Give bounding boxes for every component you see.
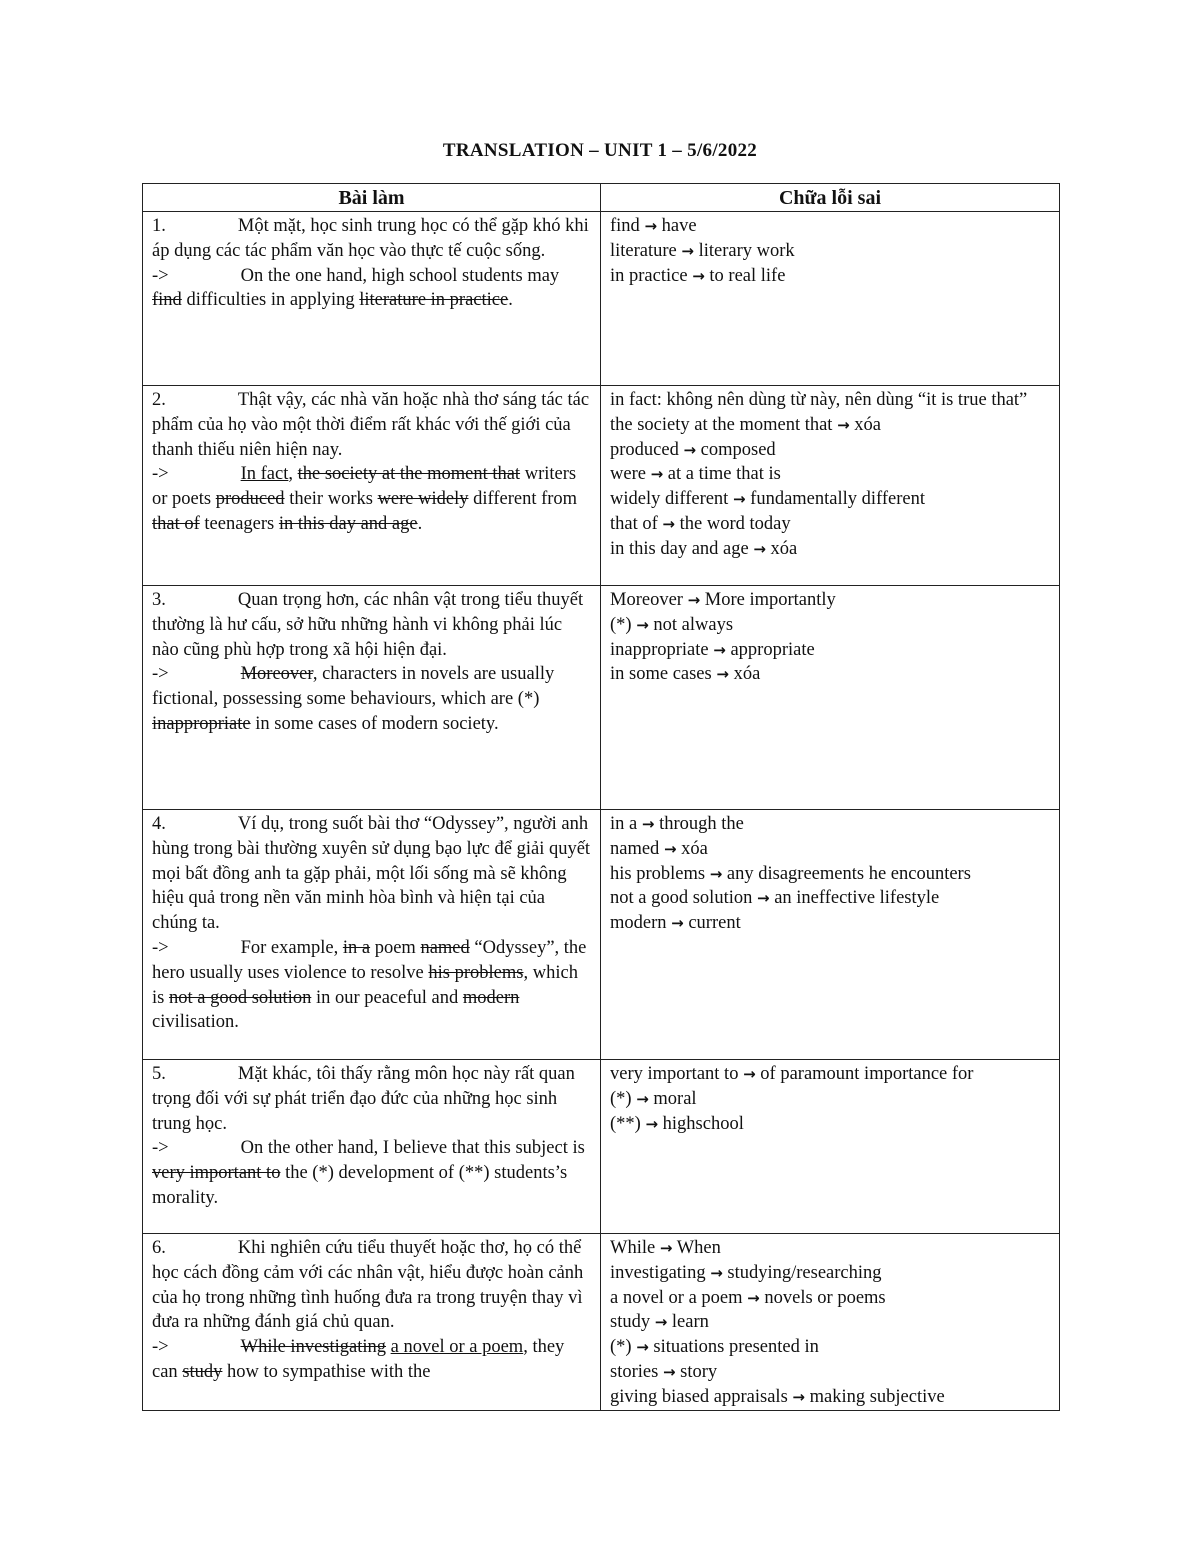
correction-line bbox=[610, 662, 1051, 687]
arrow-right-icon: → bbox=[662, 514, 675, 533]
original-phrase: study bbox=[610, 1312, 651, 1333]
item-number: 3. bbox=[152, 590, 166, 610]
correction-line bbox=[610, 613, 1051, 638]
original-phrase: (*) bbox=[610, 614, 632, 635]
translation-text: , they can bbox=[152, 1337, 565, 1382]
arrow-right-icon: → bbox=[710, 1263, 723, 1282]
arrow-marker: -> bbox=[152, 664, 169, 685]
arrow-right-icon: → bbox=[659, 1239, 673, 1257]
arrow-right-icon: → bbox=[747, 1288, 760, 1307]
corrected-phrase: of paramount importance for bbox=[760, 1064, 974, 1084]
translation-text: “Odyssey”, the hero usually uses violence to resolve bbox=[152, 937, 587, 983]
arrow-right-icon: → bbox=[753, 539, 766, 558]
arrow-right-icon: → bbox=[687, 591, 701, 609]
translation-text: teenagers bbox=[199, 513, 279, 534]
english-translation bbox=[152, 1136, 592, 1210]
vietnamese-text: Quan trọng hơn, các nhân vật trong tiểu thuyết thường là hư cấu, sở hữu những hành vi không phải lúc nào cũng phù hợp trong xã hội hiện đại. bbox=[152, 590, 584, 660]
item-number: 5. bbox=[152, 1064, 166, 1084]
vietnamese-sentence bbox=[152, 214, 592, 264]
original-phrase: (*) bbox=[610, 1337, 632, 1358]
corrected-phrase: xóa bbox=[854, 414, 881, 435]
corrected-phrase: through the bbox=[659, 814, 744, 834]
arrow-right-icon: → bbox=[681, 241, 694, 260]
work-cell bbox=[143, 1234, 601, 1411]
translation-text: the (*) development of (**) students’s morality. bbox=[152, 1163, 568, 1208]
correction-line bbox=[610, 214, 1051, 239]
correction-line bbox=[610, 862, 1051, 887]
corrected-phrase: the word today bbox=[679, 513, 791, 534]
work-cell bbox=[143, 810, 601, 1060]
correction-line bbox=[610, 537, 1051, 562]
arrow-marker: -> bbox=[152, 937, 169, 958]
vietnamese-text: Thật vậy, các nhà văn hoặc nhà thơ sáng tác tác phẩm của họ vào một thời điểm rất khác với thế giới của thanh thiếu niên hiện nay. bbox=[152, 390, 590, 460]
corrected-phrase: When bbox=[676, 1238, 721, 1258]
original-phrase: (*) bbox=[610, 1088, 632, 1109]
english-translation bbox=[152, 462, 592, 536]
arrow-right-icon: → bbox=[654, 1313, 668, 1332]
original-phrase: stories bbox=[610, 1361, 659, 1382]
english-translation bbox=[152, 936, 592, 1035]
struck-text: his problems bbox=[428, 962, 524, 983]
correction-line bbox=[610, 886, 1051, 911]
translation-text: civilisation. bbox=[152, 1012, 239, 1033]
work-cell bbox=[143, 1060, 601, 1234]
english-translation bbox=[152, 662, 592, 736]
translation-text: . bbox=[508, 290, 513, 311]
vietnamese-text: Một mặt, học sinh trung học có thể gặp khó khi áp dụng các tác phẩm văn học vào thực tế cuộc sống. bbox=[152, 216, 589, 261]
struck-text: While investigating bbox=[240, 1337, 387, 1358]
arrow-right-icon: → bbox=[756, 889, 770, 908]
translation-text: , bbox=[288, 464, 298, 485]
correction-line bbox=[610, 837, 1051, 862]
arrow-right-icon: → bbox=[837, 415, 850, 434]
corrected-phrase: have bbox=[661, 216, 697, 236]
header-chua-loi-sai: Chữa lỗi sai bbox=[601, 184, 1060, 212]
corrected-phrase: novels or poems bbox=[764, 1287, 886, 1308]
arrow-right-icon: → bbox=[743, 1065, 756, 1083]
struck-text: study bbox=[182, 1361, 223, 1382]
vietnamese-text: Mặt khác, tôi thấy rằng môn học này rất quan trọng đối với sự phát triển đạo đức của những học sinh trung học. bbox=[152, 1064, 575, 1134]
original-phrase: in some cases bbox=[610, 664, 712, 685]
arrow-marker: -> bbox=[152, 1337, 169, 1358]
correction-line bbox=[610, 638, 1051, 663]
original-phrase: not a good solution bbox=[610, 888, 753, 909]
original-phrase: the society at the moment that bbox=[610, 414, 833, 435]
translation-text: . bbox=[417, 513, 423, 534]
corrected-phrase: to real life bbox=[709, 265, 786, 286]
correction-line bbox=[610, 1062, 1051, 1087]
original-phrase: modern bbox=[610, 913, 667, 934]
english-translation bbox=[152, 1335, 592, 1385]
correction-line bbox=[610, 1335, 1051, 1360]
item-number: 2. bbox=[152, 390, 166, 410]
struck-text: produced bbox=[215, 489, 285, 510]
original-phrase: that of bbox=[610, 513, 658, 534]
original-phrase: While bbox=[610, 1238, 656, 1258]
struck-text: Moreover bbox=[240, 664, 313, 685]
correction-line bbox=[610, 1236, 1051, 1261]
translation-text: in some cases of modern society. bbox=[250, 713, 499, 734]
original-phrase: inappropriate bbox=[610, 639, 709, 660]
corrected-phrase: situations presented in bbox=[653, 1337, 819, 1358]
correction-line bbox=[610, 487, 1051, 512]
struck-text: in a bbox=[342, 937, 371, 958]
table-row bbox=[143, 212, 1060, 386]
correction-line bbox=[610, 388, 1051, 413]
arrow-marker: -> bbox=[152, 464, 169, 485]
original-phrase: giving biased appraisals bbox=[610, 1386, 788, 1407]
translation-text: For example, bbox=[240, 937, 343, 958]
translation-text: in our peaceful and bbox=[311, 987, 463, 1008]
item-number: 4. bbox=[152, 814, 166, 834]
translation-text: writers or poets bbox=[152, 464, 577, 510]
corrections-cell bbox=[601, 386, 1060, 586]
struck-text: were widely bbox=[377, 489, 469, 510]
correction-line bbox=[610, 911, 1051, 936]
translation-text: how to sympathise with the bbox=[222, 1361, 431, 1382]
arrow-right-icon: → bbox=[650, 465, 664, 484]
corrected-phrase: not always bbox=[653, 614, 734, 635]
corrections-cell bbox=[601, 586, 1060, 810]
struck-text: that of bbox=[152, 513, 200, 534]
translation-text: different from bbox=[468, 489, 578, 510]
vietnamese-sentence bbox=[152, 588, 592, 662]
struck-text: not a good solution bbox=[168, 987, 312, 1008]
corrected-phrase: studying/researching bbox=[727, 1262, 882, 1283]
english-translation bbox=[152, 264, 592, 314]
arrow-right-icon: → bbox=[662, 1362, 676, 1381]
correction-line bbox=[610, 812, 1051, 837]
corrections-cell bbox=[601, 810, 1060, 1060]
vietnamese-sentence bbox=[152, 388, 592, 462]
correction-line bbox=[610, 512, 1051, 537]
correction-line bbox=[610, 239, 1051, 264]
corrections-cell bbox=[601, 1060, 1060, 1234]
correction-line bbox=[610, 462, 1051, 487]
work-cell bbox=[143, 212, 601, 386]
corrected-phrase: xóa bbox=[770, 538, 798, 559]
translation-text: On the other hand, I believe that this subject is bbox=[240, 1138, 585, 1159]
arrow-right-icon: → bbox=[636, 615, 649, 634]
arrow-right-icon: → bbox=[645, 1114, 659, 1133]
original-phrase: in practice bbox=[610, 265, 688, 286]
table-header-row bbox=[143, 184, 1060, 212]
original-phrase: very important to bbox=[610, 1064, 739, 1084]
struck-text: modern bbox=[462, 987, 520, 1008]
vietnamese-sentence bbox=[152, 1236, 592, 1335]
translation-text: On the one hand, high school students may bbox=[240, 265, 560, 286]
struck-text: inappropriate bbox=[152, 713, 251, 734]
corrections-cell bbox=[601, 1234, 1060, 1411]
correction-line bbox=[610, 1286, 1051, 1311]
struck-text: the society at the moment that bbox=[297, 464, 521, 485]
translation-text: poem bbox=[370, 937, 421, 958]
correction-line bbox=[610, 438, 1051, 463]
original-phrase: find bbox=[610, 216, 640, 236]
item-number: 1. bbox=[152, 216, 166, 236]
corrections-cell bbox=[601, 212, 1060, 386]
corrected-phrase: current bbox=[688, 913, 741, 934]
vietnamese-text: Ví dụ, trong suốt bài thơ “Odyssey”, người anh hùng trong bài thường xuyên sử dụng bạo lực để giải quyết mọi bất đồng anh ta gặp phải, một lối sống mà sẽ không hiệu quả trong nền văn minh hòa bình và hiện tại của chúng ta. bbox=[152, 814, 591, 934]
work-cell bbox=[143, 386, 601, 586]
arrow-right-icon: → bbox=[636, 1338, 649, 1357]
table-row bbox=[143, 1234, 1060, 1411]
table-row bbox=[143, 586, 1060, 810]
original-phrase: Moreover bbox=[610, 590, 683, 610]
correction-line bbox=[610, 413, 1051, 438]
translation-text: their works bbox=[284, 489, 378, 510]
original-phrase: investigating bbox=[610, 1262, 706, 1283]
arrow-marker: -> bbox=[152, 265, 169, 286]
arrow-right-icon: → bbox=[713, 640, 726, 659]
table-row bbox=[143, 1060, 1060, 1234]
correction-line bbox=[610, 264, 1051, 289]
struck-text: named bbox=[420, 937, 470, 958]
original-phrase: in a bbox=[610, 814, 638, 834]
original-phrase: his problems bbox=[610, 863, 706, 884]
corrected-phrase: xóa bbox=[733, 664, 761, 685]
correction-line bbox=[610, 1385, 1051, 1410]
corrected-phrase: appropriate bbox=[730, 639, 815, 660]
corrected-phrase: making subjective bbox=[809, 1386, 945, 1407]
table-row bbox=[143, 386, 1060, 586]
header-bai-lam: Bài làm bbox=[143, 184, 601, 212]
corrected-phrase: xóa bbox=[681, 838, 708, 859]
original-phrase: named bbox=[610, 838, 660, 859]
arrow-right-icon: → bbox=[641, 815, 655, 833]
arrow-right-icon: → bbox=[636, 1089, 649, 1108]
translation-table bbox=[142, 183, 1060, 1411]
corrected-phrase: at a time that is bbox=[667, 464, 781, 485]
original-phrase: widely different bbox=[610, 489, 729, 510]
arrow-right-icon: → bbox=[732, 490, 746, 509]
struck-text: in this day and age bbox=[278, 513, 418, 534]
corrected-phrase: composed bbox=[700, 439, 776, 460]
corrected-phrase: fundamentally different bbox=[750, 489, 925, 510]
vietnamese-sentence bbox=[152, 812, 592, 936]
arrow-right-icon: → bbox=[692, 266, 705, 285]
vietnamese-sentence bbox=[152, 1062, 592, 1136]
underlined-text: In fact bbox=[240, 464, 289, 485]
translation-text: difficulties in applying bbox=[181, 290, 360, 311]
corrected-phrase: story bbox=[680, 1361, 718, 1382]
original-phrase: literature bbox=[610, 240, 677, 261]
original-phrase: a novel or a poem bbox=[610, 1287, 743, 1308]
original-phrase: in this day and age bbox=[610, 538, 749, 559]
struck-text: literature in practice bbox=[359, 290, 509, 311]
struck-text: find bbox=[152, 290, 182, 311]
corrected-phrase: learn bbox=[671, 1312, 709, 1333]
correction-line bbox=[610, 1112, 1051, 1137]
arrow-right-icon: → bbox=[663, 839, 677, 858]
correction-line bbox=[610, 1087, 1051, 1112]
arrow-right-icon: → bbox=[683, 440, 697, 459]
corrected-phrase: highschool bbox=[662, 1113, 744, 1134]
corrected-phrase: literary work bbox=[698, 240, 795, 261]
original-phrase: (**) bbox=[610, 1113, 641, 1134]
table-row bbox=[143, 810, 1060, 1060]
struck-text: very important to bbox=[152, 1163, 281, 1184]
arrow-right-icon: → bbox=[716, 665, 729, 684]
correction-line bbox=[610, 1310, 1051, 1335]
correction-line bbox=[610, 1261, 1051, 1286]
page-title: TRANSLATION – UNIT 1 – 5/6/2022 bbox=[442, 140, 758, 161]
arrow-right-icon: → bbox=[792, 1387, 805, 1406]
underlined-text: a novel or a poem bbox=[390, 1337, 524, 1358]
corrected-phrase: moral bbox=[653, 1088, 697, 1109]
correction-line bbox=[610, 588, 1051, 613]
arrow-right-icon: → bbox=[671, 914, 684, 933]
correction-note: in fact: không nên dùng từ này, nên dùng “it is true that” bbox=[610, 390, 1028, 410]
vietnamese-text: Khi nghiên cứu tiểu thuyết hoặc thơ, họ có thể học cách đồng cảm với các nhân vật, hiểu được hoàn cảnh của họ trong những tình huống đưa ra trong truyện thay vì đưa ra những đánh giá chủ quan. bbox=[152, 1238, 584, 1333]
corrected-phrase: an ineffective lifestyle bbox=[774, 888, 940, 909]
corrected-phrase: any disagreements he encounters bbox=[726, 863, 971, 884]
arrow-marker: -> bbox=[152, 1138, 169, 1159]
arrow-right-icon: → bbox=[709, 864, 723, 883]
work-cell bbox=[143, 586, 601, 810]
original-phrase: produced bbox=[610, 439, 679, 460]
translation-text: , which is bbox=[152, 962, 578, 1008]
arrow-right-icon: → bbox=[644, 217, 658, 235]
original-phrase: were bbox=[610, 464, 646, 485]
corrected-phrase: More importantly bbox=[704, 590, 836, 610]
translation-text: , characters in novels are usually fictional, possessing some behaviours, which are (*) bbox=[152, 664, 555, 710]
item-number: 6. bbox=[152, 1238, 166, 1258]
correction-line bbox=[610, 1360, 1051, 1385]
